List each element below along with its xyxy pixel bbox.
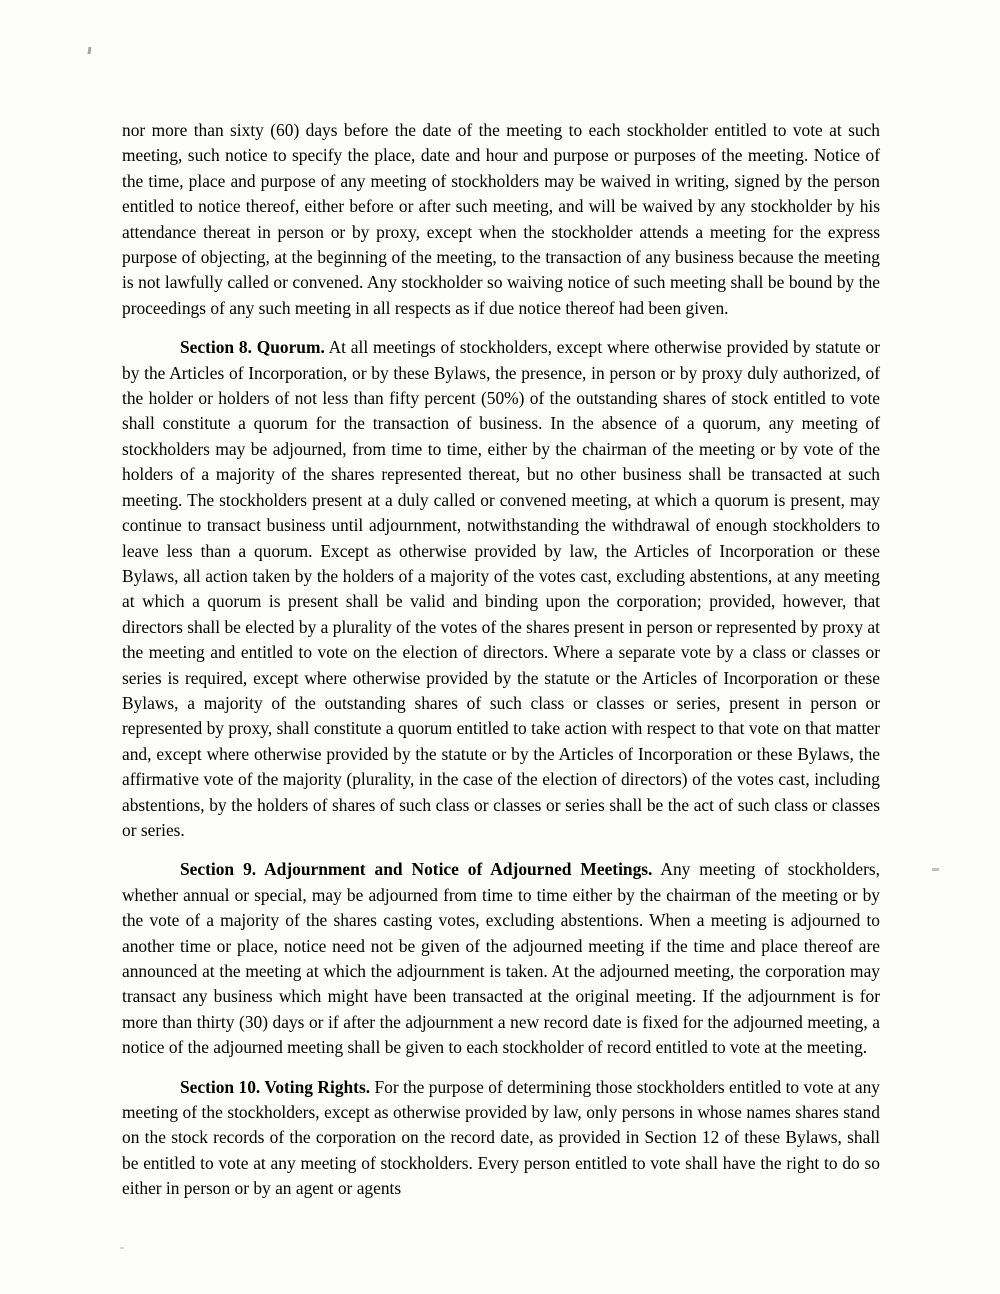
paragraph-section-8 (122, 335, 880, 843)
paragraph-spacer (122, 1061, 880, 1075)
paragraph-section-10 (122, 1075, 880, 1202)
paragraph-text: Any meeting of stockholders, whether annual or special, may be adjourned from time to time either by the chairman of the meeting or by the vote of a majority of the shares casting votes, excluding abstentions. When a meeting is adjourned to another time or place, notice need not be given of the adjourned meeting if the time and place thereof are announced at the meeting at which the adjournment is taken. At the adjourned meeting, the corporation may transact any business which might have been transacted at the original meeting. If the adjournment is for more than thirty (30) days or if after the adjournment a new record date is fixed for the adjourned meeting, a notice of the adjourned meeting shall be given to each stockholder of record entitled to vote at the meeting. (122, 859, 880, 1058)
paragraph-continued (122, 118, 880, 321)
section-heading-9: Section 9. Adjournment and Notice of Adjourned Meetings. (180, 859, 653, 880)
paragraph-spacer (122, 843, 880, 857)
paragraph-text: For the purpose of determining those stockholders entitled to vote at any meeting of the stockholders, except as otherwise provided by law, only persons in whose names shares stand on the stock records of the corporation on the record date, as provided in Section 12 of these Bylaws, shall be entitled to vote at any meeting of stockholders. Every person entitled to vote shall have the right to do so either in person or by an agent or agents (122, 1076, 880, 1199)
paragraph-spacer (122, 321, 880, 335)
scan-artifact-speck (932, 868, 939, 871)
paragraph-section-9 (122, 857, 880, 1060)
paragraph-text: nor more than sixty (60) days before the date of the meeting to each stockholder entitled to vote at such meeting, such notice to specify the place, date and hour and purpose or purposes of the meeting. Notice of the time, place and purpose of any meeting of stockholders may be waived in writing, signed by the person entitled to notice thereof, either before or after such meeting, and will be waived by any stockholder by his attendance thereat in person or by proxy, except when the stockholder attends a meeting for the express purpose of objecting, at the beginning of the meeting, to the transaction of any business because the meeting is not lawfully called or convened. Any stockholder so waiving notice of such meeting shall be bound by the proceedings of any such meeting in all respects as if due notice thereof had been given. (122, 120, 880, 318)
section-heading-10: Section 10. Voting Rights. (180, 1076, 371, 1097)
paragraph-text: At all meetings of stockholders, except where otherwise provided by statute or by the Articles of Incorporation, or by these Bylaws, the presence, in person or by proxy duly authorized, of the holder or holders of not less than fifty percent (50%) of the outstanding shares of stock entitled to vote shall constitute a quorum for the transaction of business. In the absence of a quorum, any meeting of stockholders may be adjourned, from time to time, either by the chairman of the meeting or by vote of the holders of a majority of the shares represented thereat, but no other business shall be transacted at such meeting. The stockholders present at a duly called or convened meeting, at which a quorum is present, may continue to transact business until adjournment, notwithstanding the withdrawal of enough stockholders to leave less than a quorum. Except as otherwise provided by law, the Articles of Incorporation or these Bylaws, all action taken by the holders of a majority of the votes cast, excluding abstentions, at any meeting at which a quorum is present shall be valid and binding upon the corporation; provided, however, that directors shall be elected by a plurality of the votes of the shares present in person or represented by proxy at the meeting and entitled to vote on the election of directors. Where a separate vote by a class or classes or series is required, except where otherwise provided by the statute or the Articles of Incorporation or these Bylaws, a majority of the outstanding shares of such class or classes or series, present in person or represented by proxy, shall constitute a quorum entitled to take action with respect to that vote on that matter and, except where otherwise provided by the statute or by the Articles of Incorporation or these Bylaws, the affirmative vote of the majority (plurality, in the case of the election of directors) of the votes cast, including abstentions, by the holders of shares of such class or classes or series shall be the act of such class or classes or series. (122, 337, 880, 840)
section-heading-8: Section 8. Quorum. (180, 337, 325, 358)
scan-artifact-speck (120, 1247, 124, 1249)
scan-artifact-speck (88, 47, 92, 54)
page-text-block (122, 118, 880, 1202)
